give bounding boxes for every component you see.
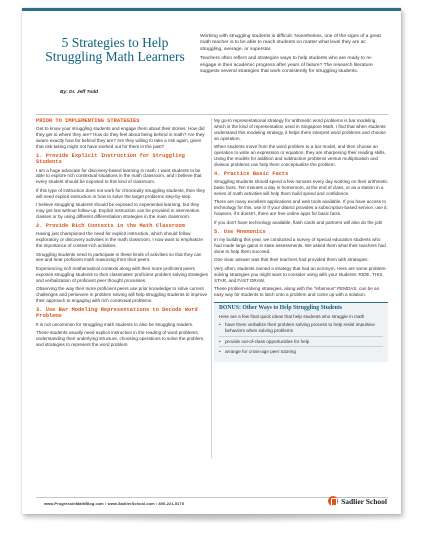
- section-heading-strategy-4: 4. Practice Basic Facts: [214, 170, 289, 177]
- paragraph: I believe struggling students should be exposed to experiential learning, but they may get lost without follow-up. Explicit instruction can be provided in intervention classes or by using different differentiation strategies in the main classroom.: [36, 202, 200, 220]
- bonus-title: BONUS: Other Ways to Help Struggling Students: [219, 304, 343, 311]
- book-icon: [328, 496, 338, 506]
- list-item: • arrange for cross-age peer tutoring: [219, 349, 383, 357]
- column-rule: [211, 118, 212, 458]
- paragraph: Observing the way their more proficient peers use prior knowledge to solve current challenges and persevere in problem solving will help struggling students to improve their approach to engaging with rich contextual problems.: [36, 286, 208, 304]
- paragraph: My go-to representational strategy for arithmetic word problems is bar modeling, which is the kind of representation used in Singapore Math. I find that when students understand this modeling strategy, it helps them interpret word problems and choose an operation.: [214, 118, 386, 141]
- intro-paragraph: Teachers often reflect and strategize ways to help students who are ready to re-engage in their academic progress after years of failure? The research literature suggests several strategies that work consistently for struggling students.: [200, 56, 373, 75]
- section-heading-strategy-1: 1. Provide Explicit Instruction for Struggling Students: [36, 152, 185, 166]
- paragraph: Experiencing rich mathematical contexts along with their more proficient peers exposes struggling students to their classmates' proficient problem solving strategies and verbalization of proficient peer thought processes.: [36, 265, 208, 283]
- left-column: [36, 118, 208, 350]
- paragraph: Very often, students named a strategy that had an acronym. Here are some problem-solving strategies you might want to consider using with your students: RIDE, THIS, STAR, and FAST DRAW.: [214, 265, 387, 283]
- document-title: 5 Strategies to Help Struggling Math Learners: [45, 35, 185, 64]
- paragraph: I am a huge advocate for discovery-based learning in math. I want students to be able to explore rich contextual situations in the math classroom, and I believe that every student should be exposed to this kind of classroom.: [36, 167, 202, 185]
- paragraph: These problem-solving strategies, along with the "infamous" PEMDAS, can be an easy way for students to latch onto a problem and come up with a solution.: [214, 286, 380, 297]
- section-heading-prior: PRIOR TO IMPLEMENTING STRATEGIES: [36, 118, 140, 124]
- sadlier-logo: [328, 496, 387, 506]
- paragraph: Get to know your struggling students and engage them about their stories. How did they get to where they are? How do they feel about being behind in math? Are they aware exactly how far behind they are? Are they willing to take a risk again, given that risk-taking might not have worked out for them in the past?: [36, 126, 205, 150]
- section-heading-strategy-5: 5. Use Mnemonics: [214, 228, 266, 235]
- top-accent-bar: [22, 8, 401, 11]
- paragraph: Having just championed the need for explicit instruction, which should follow exploratory or discovery activities in the math classroom, I now want to emphasize the importance of context-rich activities.: [36, 231, 203, 249]
- author-byline: By: Dr. Jeff Todd: [60, 90, 99, 95]
- footer-links: www.ProgressinMathBlog.com • www.SadlierSchool.com • 800-221-5175: [44, 501, 184, 506]
- paragraph: There are many excellent applications and web tools available. If you have access to technology for this, use it! If your district provides a subscription-based service, use it; however, if it doesn't, there are free online apps for basic facts.: [214, 199, 388, 217]
- paragraph: If this type of instruction does not work for chronically struggling students, then they will need explicit instruction in how to solve the target problems step-by-step.: [36, 187, 206, 199]
- document-page: [22, 8, 401, 514]
- header-divider: [36, 114, 388, 115]
- list-item: • have them verbalize their problem solving process to help resist impulsive behaviors when solving problems: [219, 322, 383, 336]
- bonus-box: [214, 302, 388, 362]
- paragraph: Struggling students should spend a few minutes every day working on their arithmetic basic facts. Ten minutes a day in homeroom, at the end of class, or as a station in a series of math activities will help them build speed and confidence.: [214, 179, 388, 196]
- paragraph: It is not uncommon for struggling math students to also be struggling readers.: [36, 321, 194, 327]
- section-heading-strategy-3: 3. Use Bar Modeling Representations to Decode Word Problems: [36, 307, 198, 320]
- bonus-lead: Here are a few final quick ideas that help students who struggle in math: [219, 313, 365, 319]
- section-heading-strategy-2: 2. Provide Rich Contexts in the Math Classroom: [36, 222, 185, 229]
- list-item: • provide out-of-class opportunities for help: [219, 339, 383, 348]
- right-column: [214, 118, 388, 362]
- paragraph: One clear answer was that their teachers had provided them with strategies.: [214, 257, 369, 263]
- paragraph: If you don't have technology available, flash cards and partners will also do the job!: [214, 219, 383, 225]
- logo-text: Sadlier School: [341, 496, 387, 506]
- intro-text: [200, 34, 388, 78]
- bonus-list: [219, 322, 383, 356]
- paragraph: In my building this year, we conducted a survey of special education students who had made large gains in state assessments. We asked them what their teachers had done to help them succeed.: [214, 236, 386, 254]
- paragraph: Struggling students need to participate in these kinds of activities so that they can see and hear proficient math reasoning from their peers.: [36, 251, 202, 263]
- paragraph: These students usually need explicit instruction in the reading of word problems, understanding their underlying structure, choosing operations to solve the problem, and strategies to represent the word problem.: [36, 330, 205, 347]
- paragraph: When students move from the word problem to a bar model, and then choose an operation to write an expression or equation, they are sharpening their reading skills. Using the models for addition and subtraction problems versus multiplication and division problems can help them conceptualize the problem.: [214, 144, 386, 167]
- intro-paragraph: Working with struggling students is difficult. Nonetheless, one of the signs of a great math teacher is to be able to reach students no matter what level they are at: struggling, average, or superstar.: [200, 34, 381, 52]
